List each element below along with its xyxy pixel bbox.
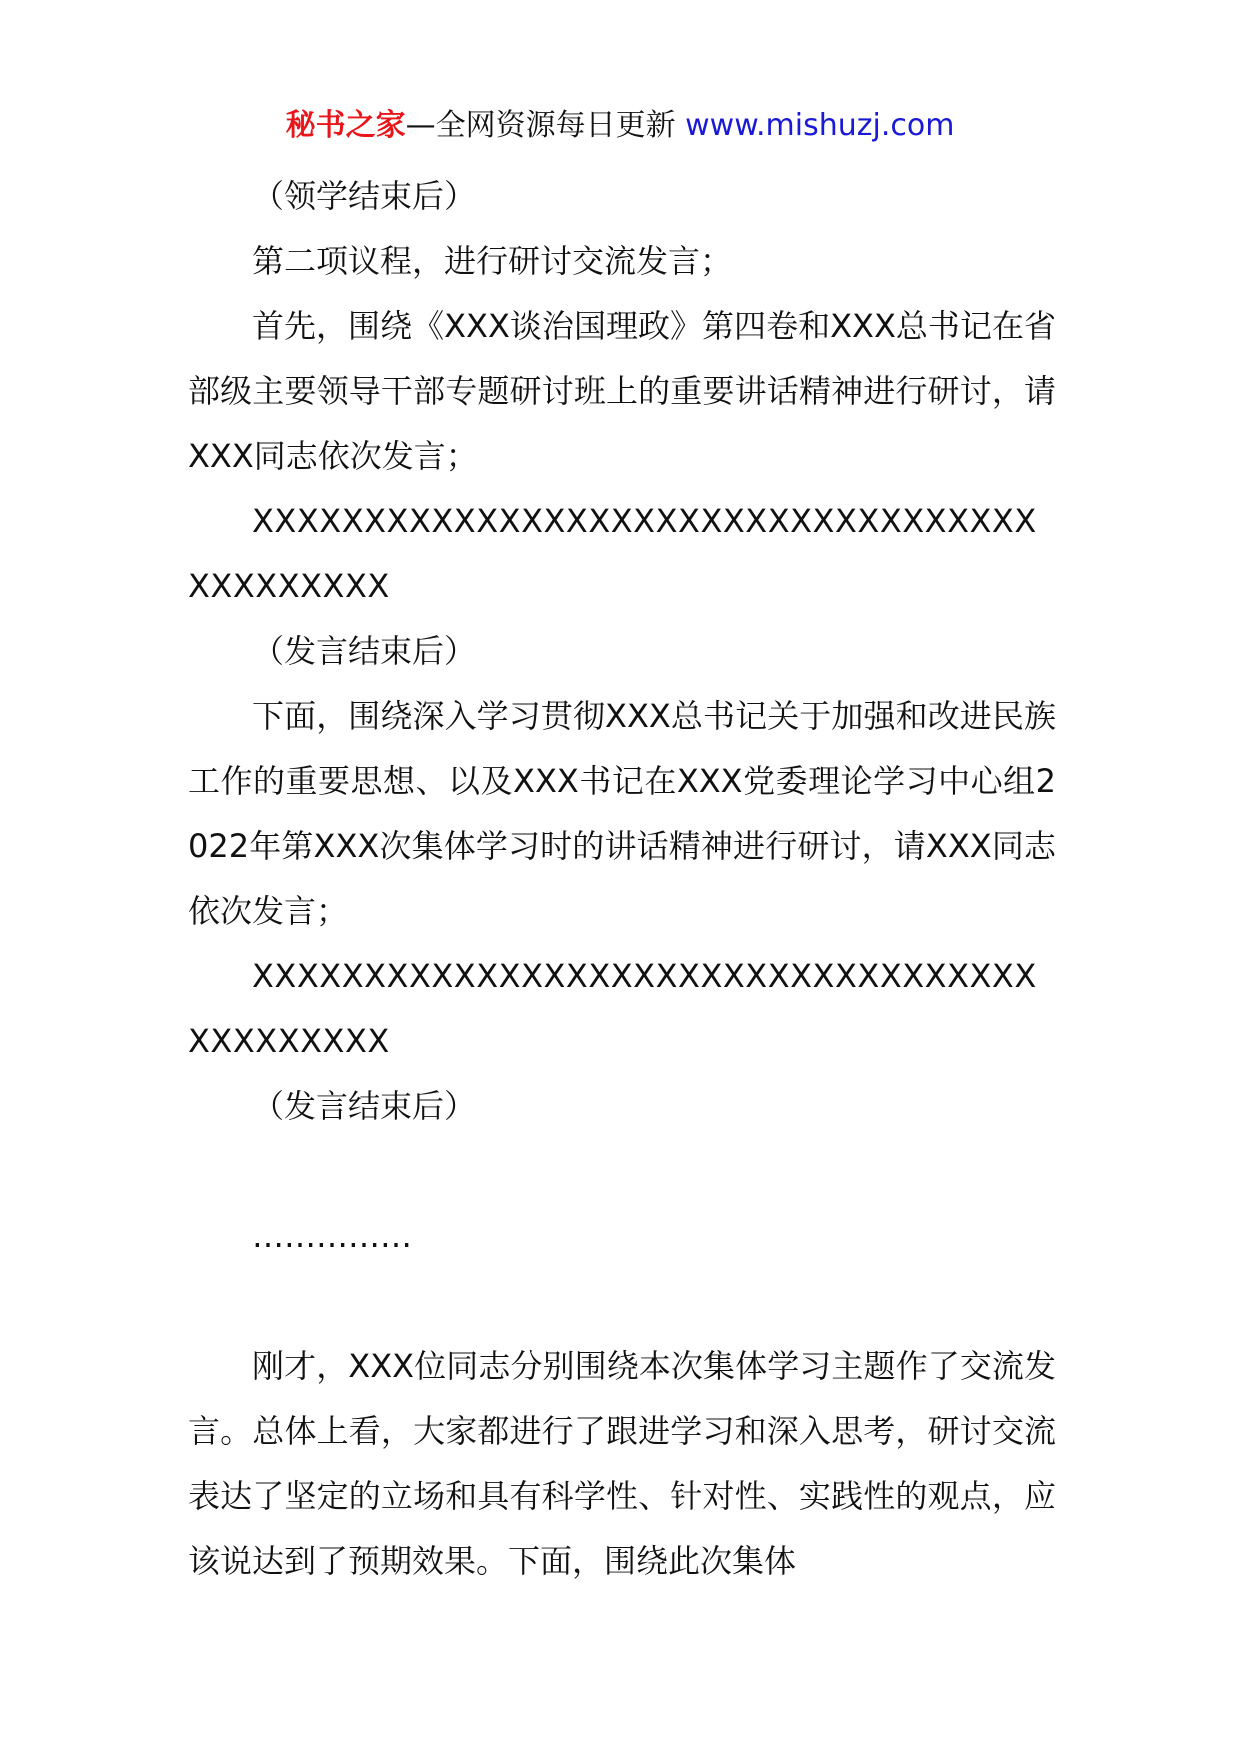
paragraph-agenda-two: 第二项议程，进行研讨交流发言；	[252, 242, 733, 280]
paragraph-placeholder-speech-2: XXXXXXXXXXXXXXXXXXXXXXXXXXXXXXXXXXXXXXXXXXXX	[188, 957, 1037, 1060]
blank-line	[188, 1269, 1056, 1334]
paragraph-second-discussion: 下面，围绕深入学习贯彻XXX总书记关于加强和改进民族工作的重要思想、以及XXX书记在XXX党委理论学习中心组2022年第XXX次集体学习时的讲话精神进行研讨，请XXX同志依次发言；	[188, 697, 1056, 930]
header-tagline: —全网资源每日更新	[405, 108, 676, 143]
blank-line	[188, 1139, 1056, 1204]
page-header	[0, 104, 1240, 148]
paragraph-speech-end-1: （发言结束后）	[252, 632, 477, 670]
document-body	[188, 164, 1056, 1594]
brand-name: 秘书之家	[285, 108, 406, 143]
paragraph-ellipsis: ……………	[252, 1217, 412, 1255]
paragraph-placeholder-speech-1: XXXXXXXXXXXXXXXXXXXXXXXXXXXXXXXXXXXXXXXXXXXX	[188, 502, 1037, 605]
website-link[interactable]: www.mishuzj.com	[685, 108, 955, 143]
paragraph-summary: 刚才，XXX位同志分别围绕本次集体学习主题作了交流发言。总体上看，大家都进行了跟进学习和深入思考，研讨交流表达了坚定的立场和具有科学性、针对性、实践性的观点，应该说达到了预期效果。下面，围绕此次集体	[188, 1347, 1056, 1580]
paragraph-speech-end-2: （发言结束后）	[252, 1087, 477, 1125]
paragraph-lead-study-end: （领学结束后）	[252, 177, 477, 215]
paragraph-first-discussion: 首先，围绕《XXX谈治国理政》第四卷和XXX总书记在省部级主要领导干部专题研讨班上的重要讲话精神进行研讨，请XXX同志依次发言；	[188, 307, 1056, 475]
